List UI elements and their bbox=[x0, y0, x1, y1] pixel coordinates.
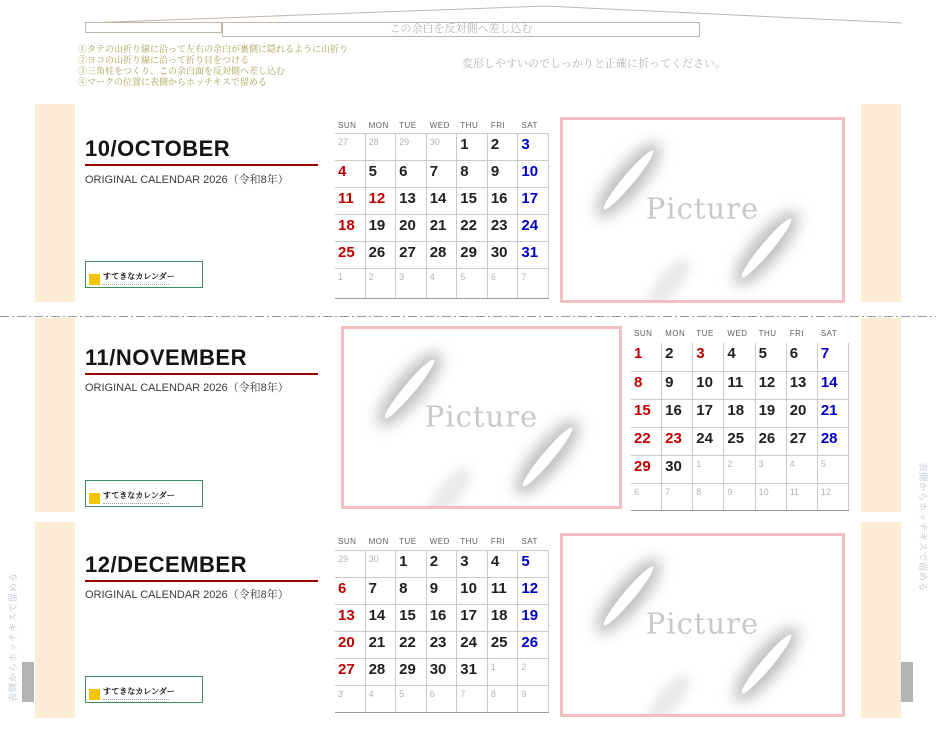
day-cell: 7 bbox=[662, 483, 693, 510]
day-cell: 7 bbox=[427, 160, 458, 187]
glue-strip bbox=[35, 104, 75, 302]
day-cell: 15 bbox=[457, 187, 488, 214]
day-cell: 1 bbox=[457, 133, 488, 160]
day-cell: 29 bbox=[457, 241, 488, 268]
day-cell: 27 bbox=[335, 133, 366, 160]
staple-mark bbox=[22, 662, 34, 702]
day-cell: 4 bbox=[488, 550, 519, 577]
weekday-header: TUE bbox=[399, 121, 417, 130]
day-cell: 6 bbox=[631, 483, 662, 510]
sticker-square-icon bbox=[89, 493, 100, 504]
day-cell: 29 bbox=[335, 550, 366, 577]
day-cell: 8 bbox=[631, 371, 662, 399]
day-cell: 1 bbox=[693, 455, 724, 483]
glue-strip bbox=[861, 104, 901, 302]
day-cell: 14 bbox=[427, 187, 458, 214]
sticker-label: すてきなカレンダー bbox=[103, 491, 175, 500]
day-cell: 29 bbox=[631, 455, 662, 483]
picture-label: Picture bbox=[645, 606, 760, 641]
day-cell: 6 bbox=[396, 160, 427, 187]
day-cell: 18 bbox=[335, 214, 366, 241]
picture-label: Picture bbox=[645, 191, 760, 226]
day-cell: 11 bbox=[488, 577, 519, 604]
day-cell: 2 bbox=[724, 455, 755, 483]
day-cell: 13 bbox=[335, 604, 366, 631]
sticker-microtext bbox=[103, 699, 169, 700]
sticker-square-icon bbox=[89, 689, 100, 700]
day-cell: 1 bbox=[488, 658, 519, 685]
day-cell: 7 bbox=[518, 268, 549, 298]
day-cell: 5 bbox=[518, 550, 549, 577]
day-cell: 17 bbox=[457, 604, 488, 631]
day-cell: 2 bbox=[427, 550, 458, 577]
day-cell: 19 bbox=[518, 604, 549, 631]
weekday-header: WED bbox=[429, 121, 450, 130]
picture-placeholder bbox=[341, 326, 622, 509]
instruction-line: ①タテの山折り線に沿って左右の余白が裏側に隠れるように山折り bbox=[78, 44, 349, 54]
weekday-header: FRI bbox=[490, 121, 506, 130]
day-cell: 16 bbox=[427, 604, 458, 631]
day-cell: 22 bbox=[457, 214, 488, 241]
day-cell: 12 bbox=[756, 371, 787, 399]
weekday-header: TUE bbox=[696, 329, 714, 338]
instruction-line: ④マークの位置に表側からホッチキスで留める bbox=[78, 77, 267, 87]
sticker-microtext bbox=[103, 503, 169, 504]
day-cell: 24 bbox=[457, 631, 488, 658]
day-cell: 8 bbox=[396, 577, 427, 604]
day-cell: 10 bbox=[518, 160, 549, 187]
day-cell: 21 bbox=[366, 631, 397, 658]
day-cell: 14 bbox=[366, 604, 397, 631]
day-cell: 26 bbox=[366, 241, 397, 268]
month-subtitle: ORIGINAL CALENDAR 2026（令和8年） bbox=[85, 382, 289, 394]
day-cell: 6 bbox=[427, 685, 458, 712]
day-cell: 7 bbox=[818, 343, 849, 371]
day-cell: 6 bbox=[787, 343, 818, 371]
staple-edge-note: 表側からホッチキスで留める bbox=[8, 572, 18, 702]
picture-label: Picture bbox=[424, 398, 539, 433]
day-cell: 26 bbox=[518, 631, 549, 658]
day-cell: 31 bbox=[457, 658, 488, 685]
day-cell: 18 bbox=[488, 604, 519, 631]
picture-placeholder bbox=[560, 117, 845, 303]
month-subtitle: ORIGINAL CALENDAR 2026（令和8年） bbox=[85, 174, 289, 186]
weekday-header: FRI bbox=[490, 537, 506, 546]
weekday-header: MON bbox=[665, 329, 686, 338]
weekday-header: SUN bbox=[338, 121, 357, 130]
fold-dash-line bbox=[0, 316, 936, 317]
day-cell: 12 bbox=[518, 577, 549, 604]
day-cell: 13 bbox=[396, 187, 427, 214]
day-cell: 30 bbox=[662, 455, 693, 483]
day-cell: 16 bbox=[488, 187, 519, 214]
day-cell: 3 bbox=[457, 550, 488, 577]
day-cell: 3 bbox=[335, 685, 366, 712]
day-cell: 24 bbox=[518, 214, 549, 241]
day-cell: 21 bbox=[427, 214, 458, 241]
day-cell: 15 bbox=[631, 399, 662, 427]
calendar-grid-november bbox=[631, 325, 849, 511]
day-cell: 5 bbox=[457, 268, 488, 298]
day-cell: 5 bbox=[756, 343, 787, 371]
day-cell: 10 bbox=[693, 371, 724, 399]
day-cell: 6 bbox=[488, 268, 519, 298]
sticker-square-icon bbox=[89, 274, 100, 285]
brand-sticker-box bbox=[85, 676, 203, 703]
day-cell: 9 bbox=[724, 483, 755, 510]
day-cell: 4 bbox=[724, 343, 755, 371]
day-cell: 4 bbox=[366, 685, 397, 712]
glue-strip bbox=[35, 522, 75, 718]
day-cell: 4 bbox=[427, 268, 458, 298]
glue-strip bbox=[861, 522, 901, 718]
weekday-header: WED bbox=[727, 329, 748, 338]
day-cell: 9 bbox=[662, 371, 693, 399]
day-cell: 22 bbox=[631, 427, 662, 455]
day-cell: 25 bbox=[488, 631, 519, 658]
leaf-shadow-decoration bbox=[651, 679, 687, 717]
day-cell: 7 bbox=[366, 577, 397, 604]
title-underline bbox=[85, 580, 318, 582]
day-cell: 10 bbox=[457, 577, 488, 604]
day-cell: 18 bbox=[724, 399, 755, 427]
day-cell: 30 bbox=[427, 133, 458, 160]
weekday-header: THU bbox=[758, 329, 777, 338]
day-cell: 19 bbox=[756, 399, 787, 427]
day-cell: 3 bbox=[756, 455, 787, 483]
weekday-header: WED bbox=[429, 537, 450, 546]
day-cell: 2 bbox=[366, 268, 397, 298]
brand-sticker-box bbox=[85, 261, 203, 288]
day-cell: 28 bbox=[366, 658, 397, 685]
calendar-grid-october bbox=[335, 117, 549, 299]
day-cell: 10 bbox=[756, 483, 787, 510]
glue-strip bbox=[861, 318, 901, 512]
weekday-header: SAT bbox=[521, 537, 538, 546]
sticker-label: すてきなカレンダー bbox=[103, 272, 175, 281]
weekday-header: TUE bbox=[399, 537, 417, 546]
insert-tab-label: この余白を反対側へ差し込む bbox=[389, 23, 533, 35]
month-title-december: 12/DECEMBER bbox=[85, 552, 247, 577]
day-cell: 8 bbox=[457, 160, 488, 187]
day-cell: 1 bbox=[631, 343, 662, 371]
day-cell: 4 bbox=[335, 160, 366, 187]
weekday-header: THU bbox=[460, 537, 479, 546]
title-underline bbox=[85, 164, 318, 166]
day-cell: 21 bbox=[818, 399, 849, 427]
day-cell: 5 bbox=[366, 160, 397, 187]
day-cell: 26 bbox=[756, 427, 787, 455]
day-cell: 2 bbox=[518, 658, 549, 685]
day-cell: 2 bbox=[488, 133, 519, 160]
day-cell: 25 bbox=[724, 427, 755, 455]
staple-edge-note: 表側からホッチキスで留める bbox=[918, 462, 928, 592]
day-cell: 3 bbox=[518, 133, 549, 160]
leaf-decoration-icon bbox=[519, 424, 576, 489]
day-cell: 11 bbox=[335, 187, 366, 214]
day-cell: 28 bbox=[818, 427, 849, 455]
weekday-header: SAT bbox=[521, 121, 538, 130]
day-cell: 12 bbox=[818, 483, 849, 510]
day-cell: 29 bbox=[396, 133, 427, 160]
weekday-header: SUN bbox=[338, 537, 357, 546]
day-cell: 27 bbox=[787, 427, 818, 455]
day-cell: 8 bbox=[488, 685, 519, 712]
weekday-header: SUN bbox=[634, 329, 653, 338]
glue-strip bbox=[35, 318, 75, 512]
day-cell: 23 bbox=[427, 631, 458, 658]
day-cell: 12 bbox=[366, 187, 397, 214]
day-cell: 31 bbox=[518, 241, 549, 268]
day-cell: 20 bbox=[335, 631, 366, 658]
title-underline bbox=[85, 373, 318, 375]
day-cell: 17 bbox=[693, 399, 724, 427]
weekday-header: MON bbox=[368, 537, 389, 546]
day-cell: 19 bbox=[366, 214, 397, 241]
day-cell: 27 bbox=[335, 658, 366, 685]
weekday-header: SAT bbox=[820, 329, 838, 338]
day-cell: 30 bbox=[488, 241, 519, 268]
day-cell: 3 bbox=[693, 343, 724, 371]
day-cell: 9 bbox=[518, 685, 549, 712]
weekday-header: FRI bbox=[789, 329, 805, 338]
leaf-shadow-decoration bbox=[432, 472, 468, 509]
day-cell: 15 bbox=[396, 604, 427, 631]
leaf-decoration-icon bbox=[738, 631, 795, 696]
day-cell: 29 bbox=[396, 658, 427, 685]
leaf-shadow-decoration bbox=[651, 263, 687, 303]
day-cell: 2 bbox=[662, 343, 693, 371]
day-cell: 24 bbox=[693, 427, 724, 455]
folding-instructions bbox=[78, 44, 348, 88]
day-cell: 1 bbox=[335, 268, 366, 298]
weekday-header: THU bbox=[460, 121, 479, 130]
day-cell: 23 bbox=[662, 427, 693, 455]
day-cell: 30 bbox=[366, 550, 397, 577]
day-cell: 16 bbox=[662, 399, 693, 427]
picture-placeholder bbox=[560, 533, 845, 717]
day-cell: 23 bbox=[488, 214, 519, 241]
day-cell: 13 bbox=[787, 371, 818, 399]
staple-mark bbox=[901, 662, 913, 702]
month-subtitle: ORIGINAL CALENDAR 2026（令和8年） bbox=[85, 589, 289, 601]
day-cell: 11 bbox=[724, 371, 755, 399]
day-cell: 1 bbox=[396, 550, 427, 577]
sticker-label: すてきなカレンダー bbox=[103, 687, 175, 696]
day-cell: 9 bbox=[427, 577, 458, 604]
day-cell: 11 bbox=[787, 483, 818, 510]
day-cell: 20 bbox=[396, 214, 427, 241]
day-cell: 28 bbox=[366, 133, 397, 160]
month-title-october: 10/OCTOBER bbox=[85, 136, 231, 161]
calendar-grid-december bbox=[335, 533, 549, 713]
day-cell: 20 bbox=[787, 399, 818, 427]
day-cell: 17 bbox=[518, 187, 549, 214]
weekday-header: MON bbox=[368, 121, 389, 130]
day-cell: 27 bbox=[396, 241, 427, 268]
day-cell: 28 bbox=[427, 241, 458, 268]
day-cell: 22 bbox=[396, 631, 427, 658]
sticker-microtext bbox=[103, 284, 169, 285]
day-cell: 5 bbox=[818, 455, 849, 483]
brand-sticker-box bbox=[85, 480, 203, 507]
day-cell: 7 bbox=[457, 685, 488, 712]
instruction-line: ②ヨコの山折り線に沿って折り目をつける bbox=[78, 55, 250, 65]
day-cell: 30 bbox=[427, 658, 458, 685]
day-cell: 5 bbox=[396, 685, 427, 712]
day-cell: 9 bbox=[488, 160, 519, 187]
day-cell: 6 bbox=[335, 577, 366, 604]
day-cell: 3 bbox=[396, 268, 427, 298]
instruction-line: ③三角柱をつくり、この余白面を反対側へ差し込む bbox=[78, 66, 286, 76]
day-cell: 4 bbox=[787, 455, 818, 483]
month-title-november: 11/NOVEMBER bbox=[85, 345, 247, 370]
day-cell: 25 bbox=[335, 241, 366, 268]
day-cell: 8 bbox=[693, 483, 724, 510]
day-cell: 14 bbox=[818, 371, 849, 399]
caution-note: 変形しやすいのでしっかりと正確に折ってください。 bbox=[462, 58, 726, 70]
